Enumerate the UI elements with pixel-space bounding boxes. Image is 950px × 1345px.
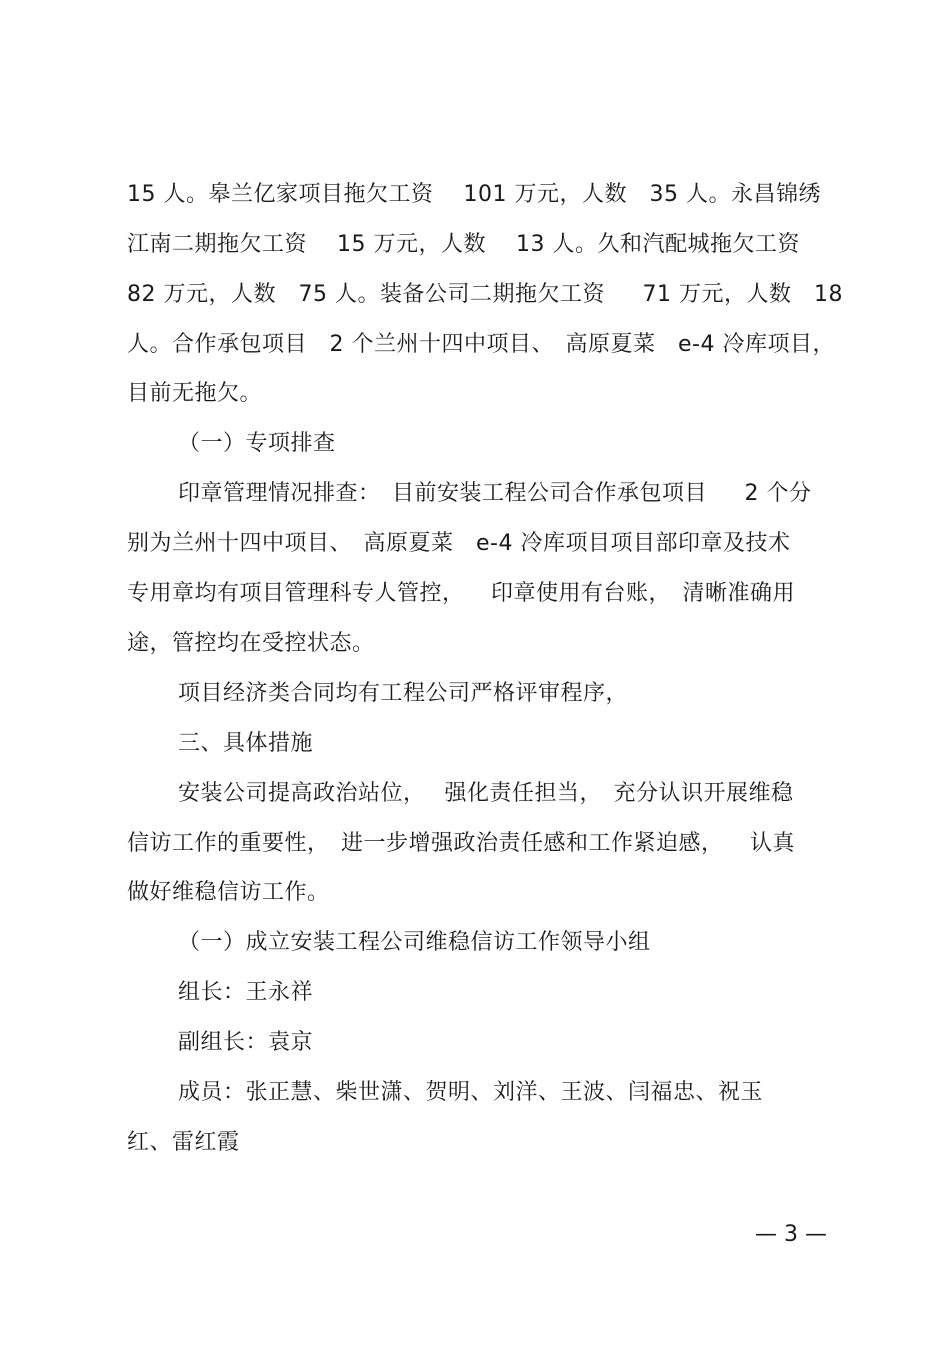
page-number: — 3 — xyxy=(755,1222,827,1247)
body-text-line: 安装公司提高政治站位， 强化责任担当， 充分认识开展维稳 xyxy=(178,781,794,806)
body-text-line: 途，管控均在受控状态。 xyxy=(127,631,375,656)
section-heading: （一）专项排查 xyxy=(178,431,336,456)
body-text-line: 组长：王永祥 xyxy=(178,980,314,1005)
body-text-line: 目前无拖欠。 xyxy=(127,381,263,406)
body-text-line: 82 万元，人数 75 人。装备公司二期拖欠工资 71 万元，人数 18 xyxy=(127,282,843,307)
body-text-line: 江南二期拖欠工资 15 万元，人数 13 人。久和汽配城拖欠工资 xyxy=(127,232,800,257)
body-text-line: 红、雷红霞 xyxy=(127,1130,240,1155)
section-heading: 三、具体措施 xyxy=(178,731,314,756)
body-text-line: 人。合作承包项目 2 个兰州十四中项目、 高原夏菜 e-4 冷库项目， xyxy=(127,332,835,357)
body-text-line: 副组长：袁京 xyxy=(178,1030,314,1055)
body-text-line: 15 人。皋兰亿家项目拖欠工资 101 万元，人数 35 人。永昌锦绣 xyxy=(127,182,821,207)
body-text-line: 成员：张正慧、柴世潇、贺明、刘洋、王波、闫福忠、祝玉 xyxy=(178,1080,764,1105)
body-text-line: 信访工作的重要性， 进一步增强政治责任感和工作紧迫感， 认真 xyxy=(127,831,795,856)
body-text-line: 别为兰州十四中项目、 高原夏菜 e-4 冷库项目项目部印章及技术 xyxy=(127,531,791,556)
section-heading: （一）成立安装工程公司维稳信访工作领导小组 xyxy=(178,930,651,955)
body-text-line: 印章管理情况排查： 目前安装工程公司合作承包项目 2 个分 xyxy=(178,481,812,506)
body-text-line: 做好维稳信访工作。 xyxy=(127,880,330,905)
body-text-line: 专用章均有项目管理科专人管控， 印章使用有台账， 清晰准确用 xyxy=(127,581,795,606)
body-text-line: 项目经济类合同均有工程公司严格评审程序， xyxy=(178,681,629,706)
